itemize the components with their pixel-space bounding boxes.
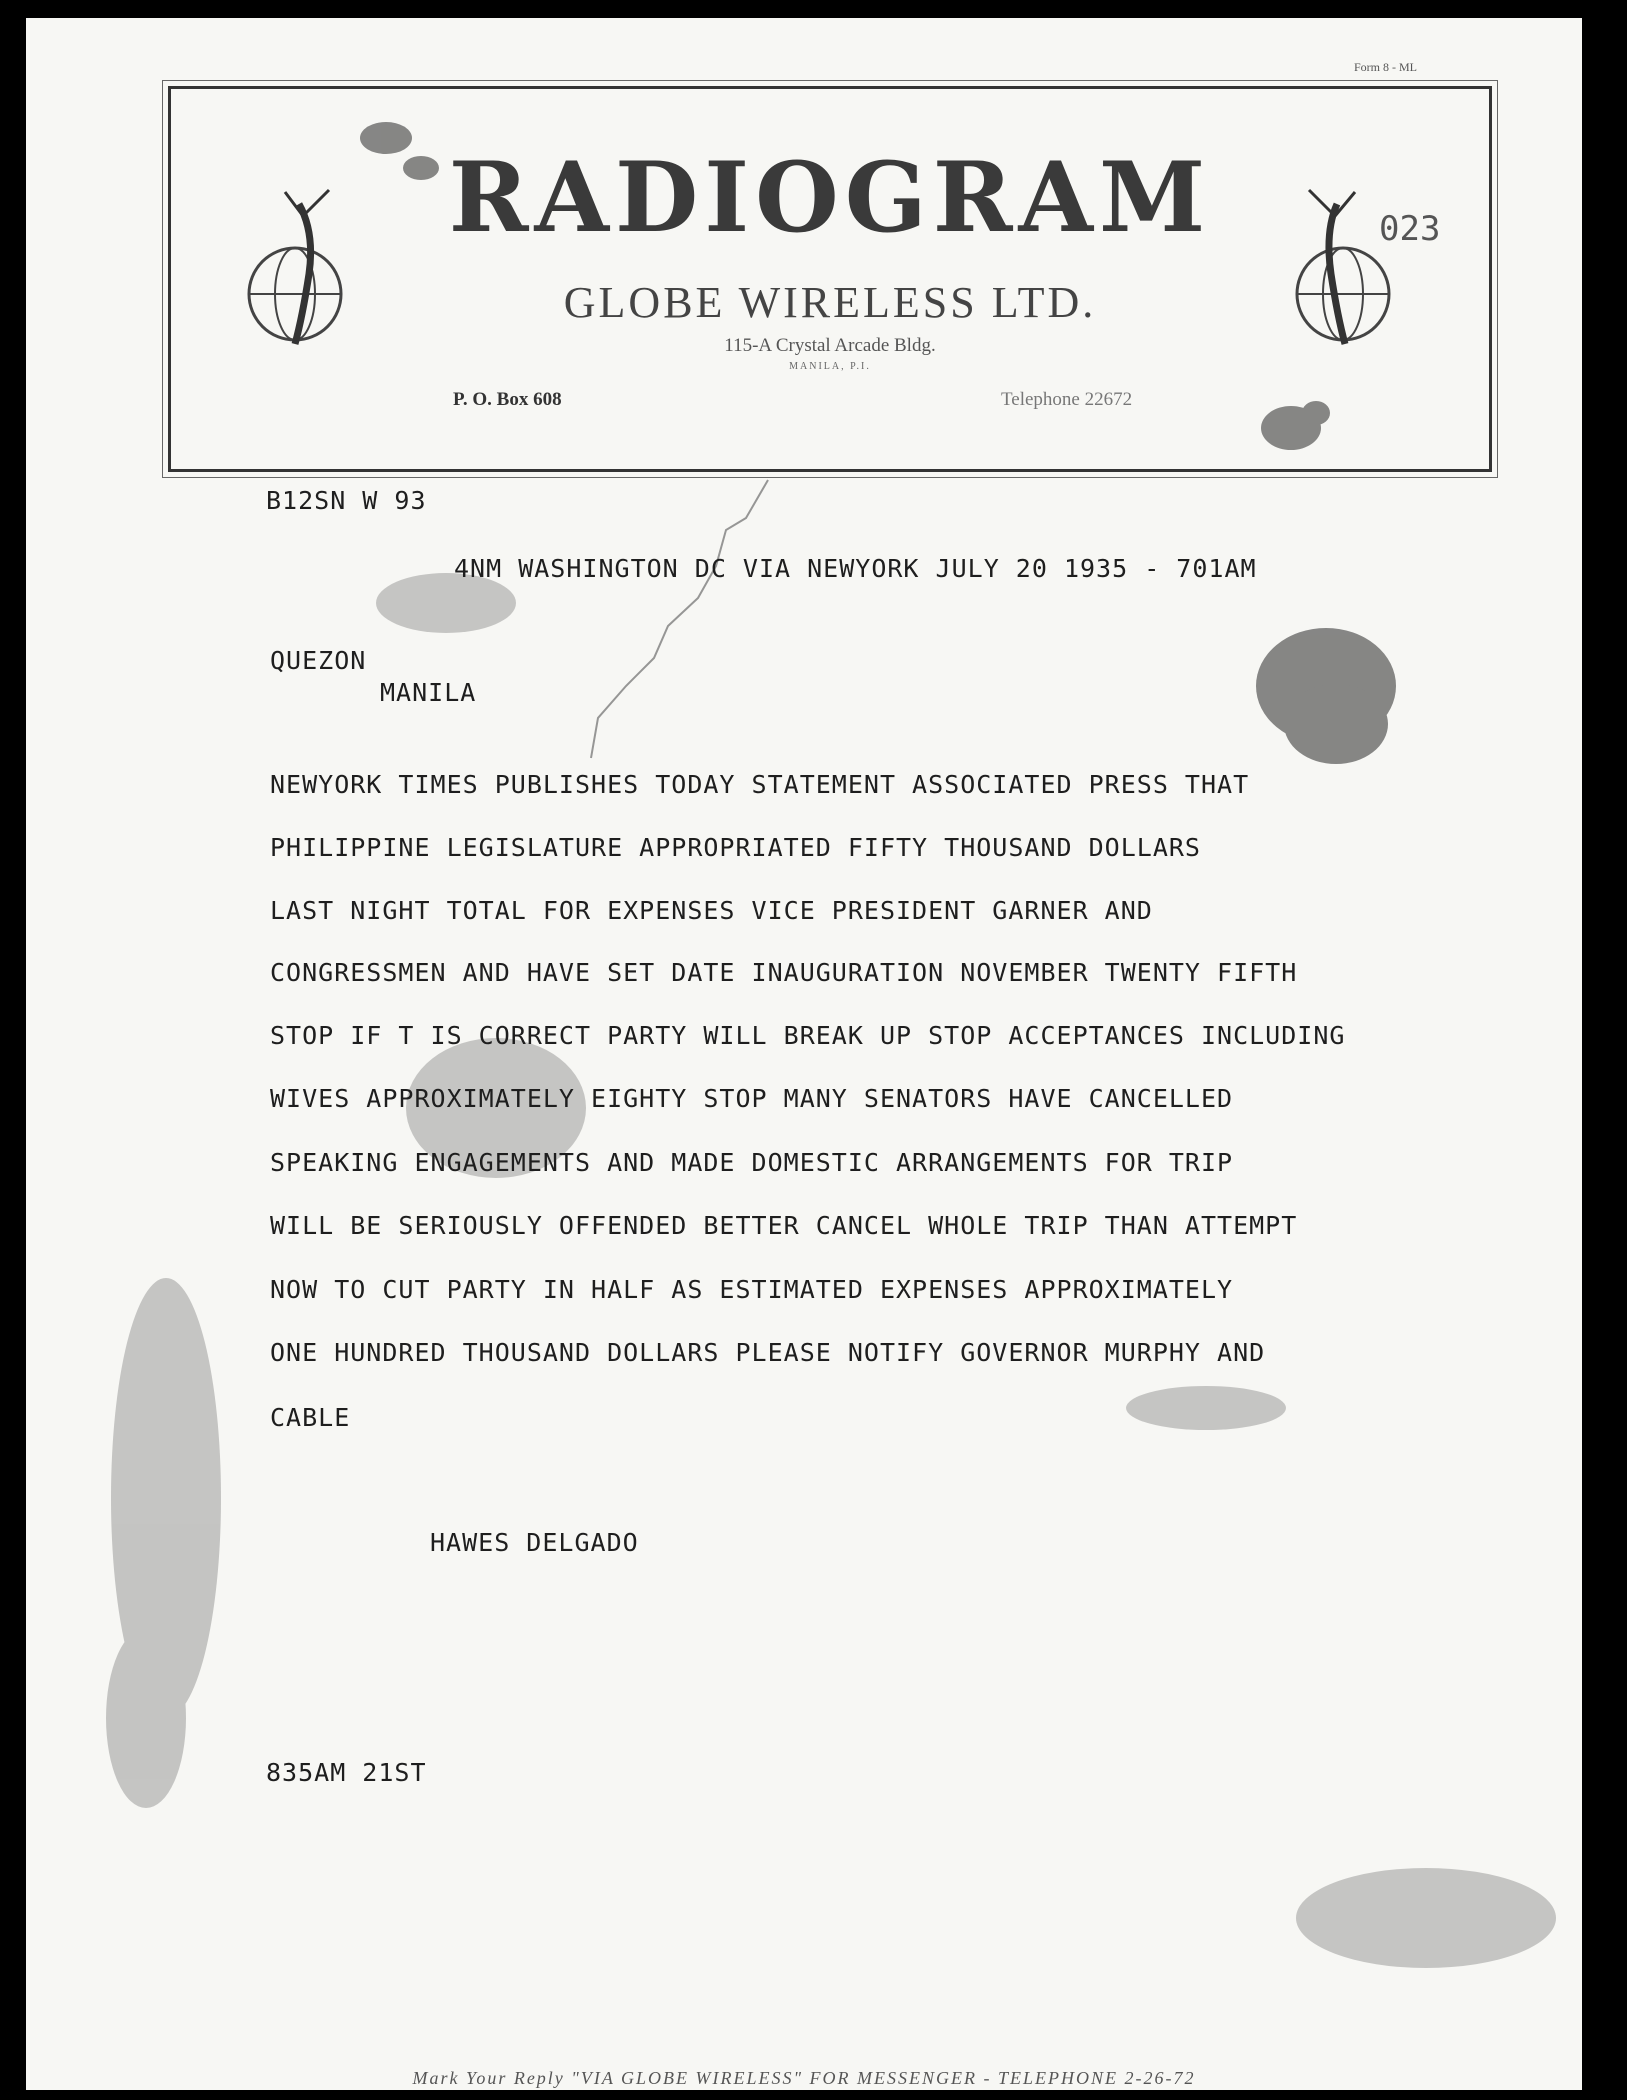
po-box: P. O. Box 608 — [453, 389, 562, 410]
body-line: CABLE — [270, 1403, 351, 1432]
signature: HAWES DELGADO — [430, 1528, 639, 1557]
footer-note: Mark Your Reply "VIA GLOBE WIRELESS" FOR MESSENGER - TELEPHONE 2-26-72 — [412, 2068, 1196, 2088]
message-reference: B12SN W 93 — [266, 486, 427, 515]
received-time: 835AM 21ST — [266, 1758, 427, 1787]
body-line: WILL BE SERIOUSLY OFFENDED BETTER CANCEL WHOLE TRIP THAN ATTEMPT — [270, 1211, 1298, 1240]
radiogram-title: RADIOGRAM — [448, 141, 1212, 254]
company-address: 115-A Crystal Arcade Bldg. — [724, 335, 936, 356]
message-origin: 4NM WASHINGTON DC VIA NEWYORK JULY 20 1935 - 701AM — [454, 554, 1257, 583]
body-line: NEWYORK TIMES PUBLISHES TODAY STATEMENT ASSOCIATED PRESS THAT — [270, 770, 1250, 799]
form-number: Form 8 - ML — [1354, 60, 1417, 74]
body-line: STOP IF T IS CORRECT PARTY WILL BREAK UP STOP ACCEPTANCES INCLUDING — [270, 1021, 1346, 1050]
radiogram-sheet — [26, 18, 1582, 2090]
telephone: Telephone 22672 — [1001, 389, 1133, 410]
stamp-number: 023 — [1379, 209, 1441, 249]
body-line: CONGRESSMEN AND HAVE SET DATE INAUGURATION NOVEMBER TWENTY FIFTH — [270, 958, 1298, 987]
addressee-city: MANILA — [380, 678, 477, 707]
body-line: ONE HUNDRED THOUSAND DOLLARS PLEASE NOTIFY GOVERNOR MURPHY AND — [270, 1338, 1266, 1367]
letterhead — [168, 86, 1492, 472]
company-city: MANILA, P.I. — [789, 361, 871, 372]
addressee: QUEZON — [270, 646, 367, 675]
body-line: LAST NIGHT TOTAL FOR EXPENSES VICE PRESIDENT GARNER AND — [270, 896, 1153, 925]
body-line: SPEAKING ENGAGEMENTS AND MADE DOMESTIC ARRANGEMENTS FOR TRIP — [270, 1148, 1234, 1177]
company-name: GLOBE WIRELESS LTD. — [563, 278, 1097, 327]
body-line: PHILIPPINE LEGISLATURE APPROPRIATED FIFTY THOUSAND DOLLARS — [270, 833, 1201, 862]
body-line: WIVES APPROXIMATELY EIGHTY STOP MANY SENATORS HAVE CANCELLED — [270, 1084, 1234, 1113]
body-line: NOW TO CUT PARTY IN HALF AS ESTIMATED EXPENSES APPROXIMATELY — [270, 1275, 1234, 1304]
